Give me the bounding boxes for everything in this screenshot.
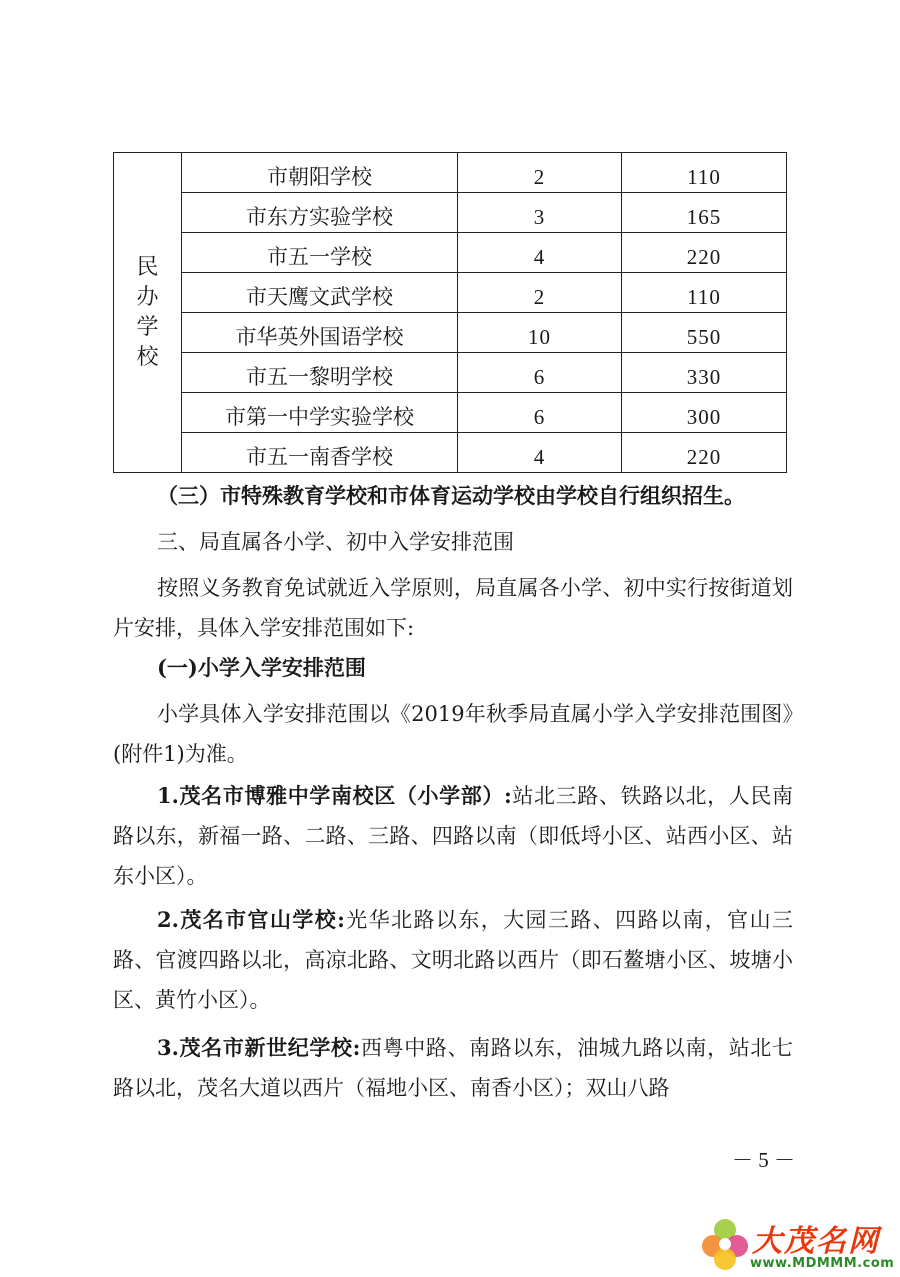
school-item-2-text: 光华北路以东，大园三路、四路以南，官山三路、官渡四路以北，高凉北路、文明北路以西片（即石鳌塘小区、坡塘小区、黄竹小区）。 (113, 908, 793, 1012)
class-count: 6 (458, 353, 622, 393)
school-name: 市东方实验学校 (182, 193, 458, 233)
school-name: 市天鹰文武学校 (182, 273, 458, 313)
primary-range-paragraph: 小学具体入学安排范围以《2019年秋季局直属小学入学安排范围图》(附件1)为准。 (113, 702, 793, 766)
special-schools-paragraph: （三）市特殊教育学校和市体育运动学校由学校自行组织招生。 (157, 483, 745, 508)
class-count: 3 (458, 193, 622, 233)
table-row (114, 193, 787, 233)
student-count: 220 (622, 233, 787, 273)
school-item-3 (113, 1028, 793, 1108)
school-name: 市朝阳学校 (182, 153, 458, 193)
table-row (114, 353, 787, 393)
student-count: 110 (622, 273, 787, 313)
clover-icon (700, 1216, 750, 1272)
student-count: 550 (622, 313, 787, 353)
site-watermark-logo[interactable] (700, 1216, 895, 1274)
primary-subheading: (一)小学入学安排范围 (157, 655, 366, 680)
student-count: 165 (622, 193, 787, 233)
table-row (114, 433, 787, 473)
section-heading-3: 三、局直属各小学、初中入学安排范围 (157, 530, 514, 554)
table-row (114, 313, 787, 353)
school-name: 市五一黎明学校 (182, 353, 458, 393)
school-name: 市第一中学实验学校 (182, 393, 458, 433)
school-item-1-title: 1.茂名市博雅中学南校区（小学部）: (157, 783, 512, 808)
school-item-2-title: 2.茂名市官山学校: (157, 907, 345, 932)
student-count: 220 (622, 433, 787, 473)
table-row (114, 273, 787, 313)
school-name: 市五一南香学校 (182, 433, 458, 473)
school-item-1-text: 站北三路、铁路以北，人民南路以东，新福一路、二路、三路、四路以南（即低埒小区、站西小区、站东小区）。 (113, 784, 793, 888)
site-name: 大茂名网 (752, 1224, 880, 1259)
intro-paragraph: 按照义务教育免试就近入学原则，局直属各小学、初中实行按街道划片安排，具体入学安排范围如下: (113, 576, 793, 640)
school-item-3-title: 3.茂名市新世纪学校: (157, 1035, 361, 1060)
class-count: 4 (458, 233, 622, 273)
school-item-1 (113, 776, 793, 896)
category-label: 民办学校 (136, 254, 159, 370)
class-count: 4 (458, 433, 622, 473)
school-name: 市五一学校 (182, 233, 458, 273)
school-item-3-text: 西粤中路、南路以东，油城九路以南，站北七路以北，茂名大道以西片（福地小区、南香小区）；双山八路 (113, 1036, 793, 1100)
school-name: 市华英外国语学校 (182, 313, 458, 353)
student-count: 330 (622, 353, 787, 393)
table-row (114, 393, 787, 433)
class-count: 10 (458, 313, 622, 353)
class-count: 2 (458, 153, 622, 193)
site-url: www.MDMMM.com (750, 1256, 895, 1271)
class-count: 2 (458, 273, 622, 313)
class-count: 6 (458, 393, 622, 433)
private-schools-table (113, 152, 787, 473)
category-cell (114, 153, 182, 473)
table-row (114, 153, 787, 193)
page-number: － 5 － (732, 1148, 795, 1172)
table-row (114, 233, 787, 273)
student-count: 110 (622, 153, 787, 193)
school-item-2 (113, 900, 793, 1020)
student-count: 300 (622, 393, 787, 433)
